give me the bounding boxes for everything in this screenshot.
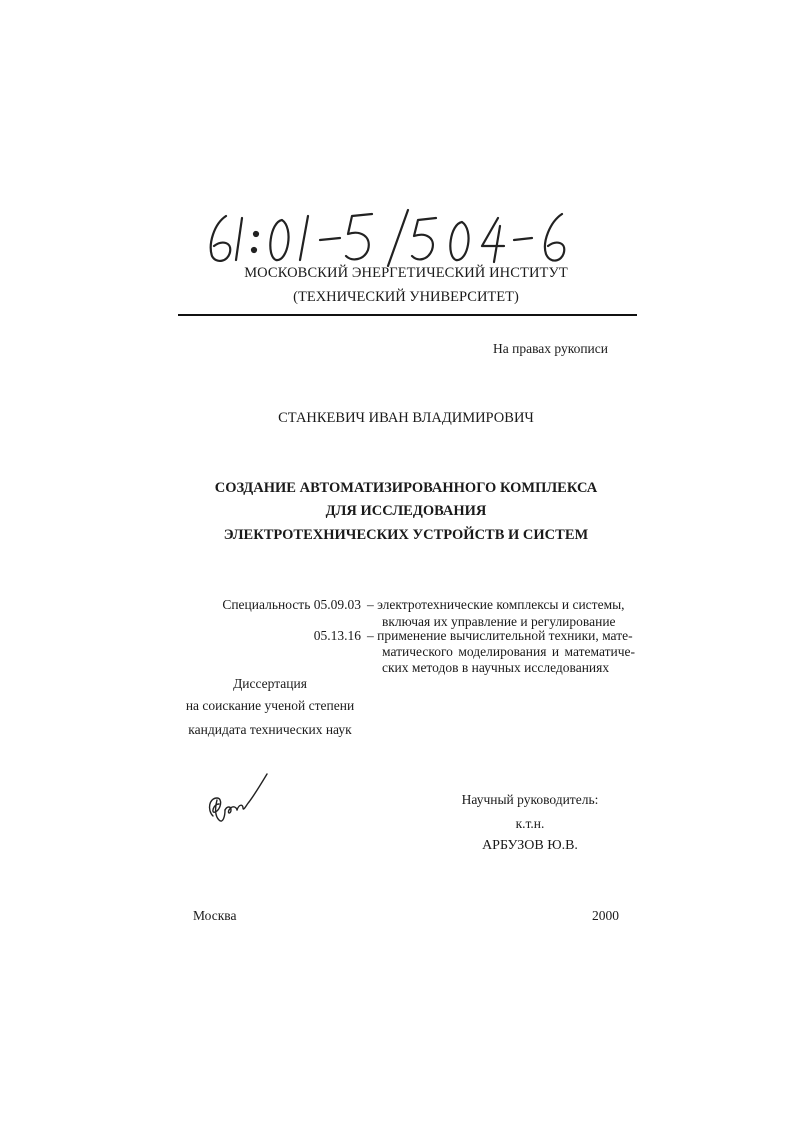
thesis-title-line-1: СОЗДАНИЕ АВТОМАТИЗИРОВАННОГО КОМПЛЕКСА [214, 480, 598, 496]
year: 2000 [592, 908, 619, 923]
author-name: СТАНКЕВИЧ ИВАН ВЛАДИМИРОВИЧ [278, 410, 534, 426]
header-divider [178, 314, 637, 316]
institute-name: МОСКОВСКИЙ ЭНЕРГЕТИЧЕСКИЙ ИНСТИТУТ [244, 265, 568, 281]
specialty-description-1b: включая их управление и регулирование [382, 614, 616, 629]
specialty-description-2c: ских методов в научных исследованиях [382, 660, 610, 675]
degree-name: кандидата технических наук [188, 722, 352, 737]
advisor-name: АРБУЗОВ Ю.В. [482, 838, 578, 853]
city: Москва [193, 908, 237, 923]
degree-purpose: на соискание ученой степени [185, 698, 355, 713]
specialty-description-2b: матического моделирования и математиче- [382, 644, 635, 659]
thesis-title-line-3: ЭЛЕКТРОТЕХНИЧЕСКИХ УСТРОЙСТВ И СИСТЕМ [223, 527, 589, 543]
manuscript-note: На правах рукописи [492, 341, 608, 356]
specialty-label-1: Специальность 05.09.03 [222, 597, 361, 612]
advisor-label: Научный руководитель: [461, 792, 599, 807]
advisor-degree: к.т.н. [515, 816, 545, 831]
institute-type: (ТЕХНИЧЕСКИЙ УНИВЕРСИТЕТ) [293, 289, 519, 305]
thesis-title-line-2: ДЛЯ ИССЛЕДОВАНИЯ [325, 503, 487, 519]
signature-image [203, 770, 269, 826]
dissertation-label: Диссертация [233, 676, 307, 691]
handwritten-archive-code [200, 204, 580, 272]
specialty-description-2a: – применение вычислительной техники, мате- [367, 628, 633, 643]
specialty-code-2: 05.13.16 [313, 628, 361, 643]
specialty-description-1a: – электротехнические комплексы и системы, [367, 597, 625, 612]
